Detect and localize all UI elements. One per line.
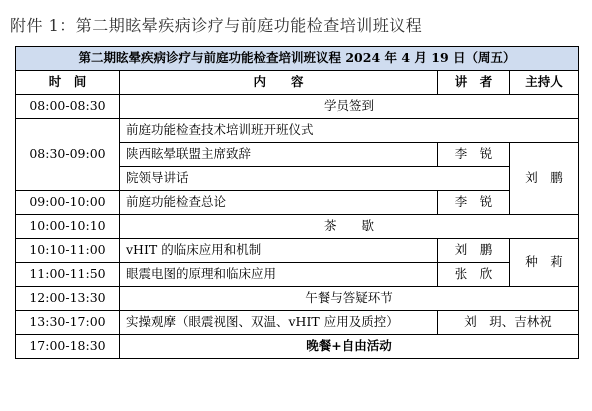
time-cell: 13:30-17:00	[16, 311, 120, 335]
time-cell: 10:10-11:00	[16, 239, 120, 263]
content-cell: 院领导讲话	[120, 167, 510, 191]
table-row	[16, 311, 579, 335]
content-cell: 陕西眩晕联盟主席致辞	[120, 143, 438, 167]
table-row	[16, 335, 579, 359]
table-title: 第二期眩晕疾病诊疗与前庭功能检查培训班议程 2024 年 4 月 19 日（周五）	[16, 47, 579, 71]
table-title-row	[16, 47, 579, 71]
table-row	[16, 287, 579, 311]
host-cell: 种 莉	[510, 239, 579, 287]
header-time: 时 间	[16, 71, 120, 95]
content-cell: 学员签到	[120, 95, 579, 119]
time-cell: 12:00-13:30	[16, 287, 120, 311]
time-cell: 11:00-11:50	[16, 263, 120, 287]
content-cell: vHIT 的临床应用和机制	[120, 239, 438, 263]
speaker-cell: 刘 鹏	[438, 239, 510, 263]
table-header-row	[16, 71, 579, 95]
table-row	[16, 191, 579, 215]
header-content: 内 容	[120, 71, 438, 95]
time-cell: 09:00-10:00	[16, 191, 120, 215]
host-cell: 刘 鹏	[510, 143, 579, 215]
time-cell: 08:30-09:00	[16, 119, 120, 191]
table-row	[16, 239, 579, 263]
speaker-cell: 李 锐	[438, 143, 510, 167]
page-caption: 附件 1：第二期眩晕疾病诊疗与前庭功能检查培训班议程	[10, 16, 423, 35]
content-cell: 前庭功能检查技术培训班开班仪式	[120, 119, 579, 143]
speaker-cell: 张 欣	[438, 263, 510, 287]
header-host: 主持人	[510, 71, 579, 95]
time-cell: 10:00-10:10	[16, 215, 120, 239]
content-cell: 晚餐+自由活动	[120, 335, 579, 359]
table-row	[16, 215, 579, 239]
content-cell: 实操观摩（眼震视图、双温、vHIT 应用及质控）	[120, 311, 438, 335]
speaker-cell: 李 锐	[438, 191, 510, 215]
time-cell: 08:00-08:30	[16, 95, 120, 119]
table-row	[16, 119, 579, 143]
time-cell: 17:00-18:30	[16, 335, 120, 359]
content-cell: 午餐与答疑环节	[120, 287, 579, 311]
content-cell: 眼震电图的原理和临床应用	[120, 263, 438, 287]
content-cell: 前庭功能检查总论	[120, 191, 438, 215]
header-speaker: 讲 者	[438, 71, 510, 95]
table-row	[16, 95, 579, 119]
table-row	[16, 263, 579, 287]
agenda-table	[15, 46, 579, 359]
content-cell: 茶 歇	[120, 215, 579, 239]
speaker-cell: 刘 玥、吉林祝	[438, 311, 579, 335]
